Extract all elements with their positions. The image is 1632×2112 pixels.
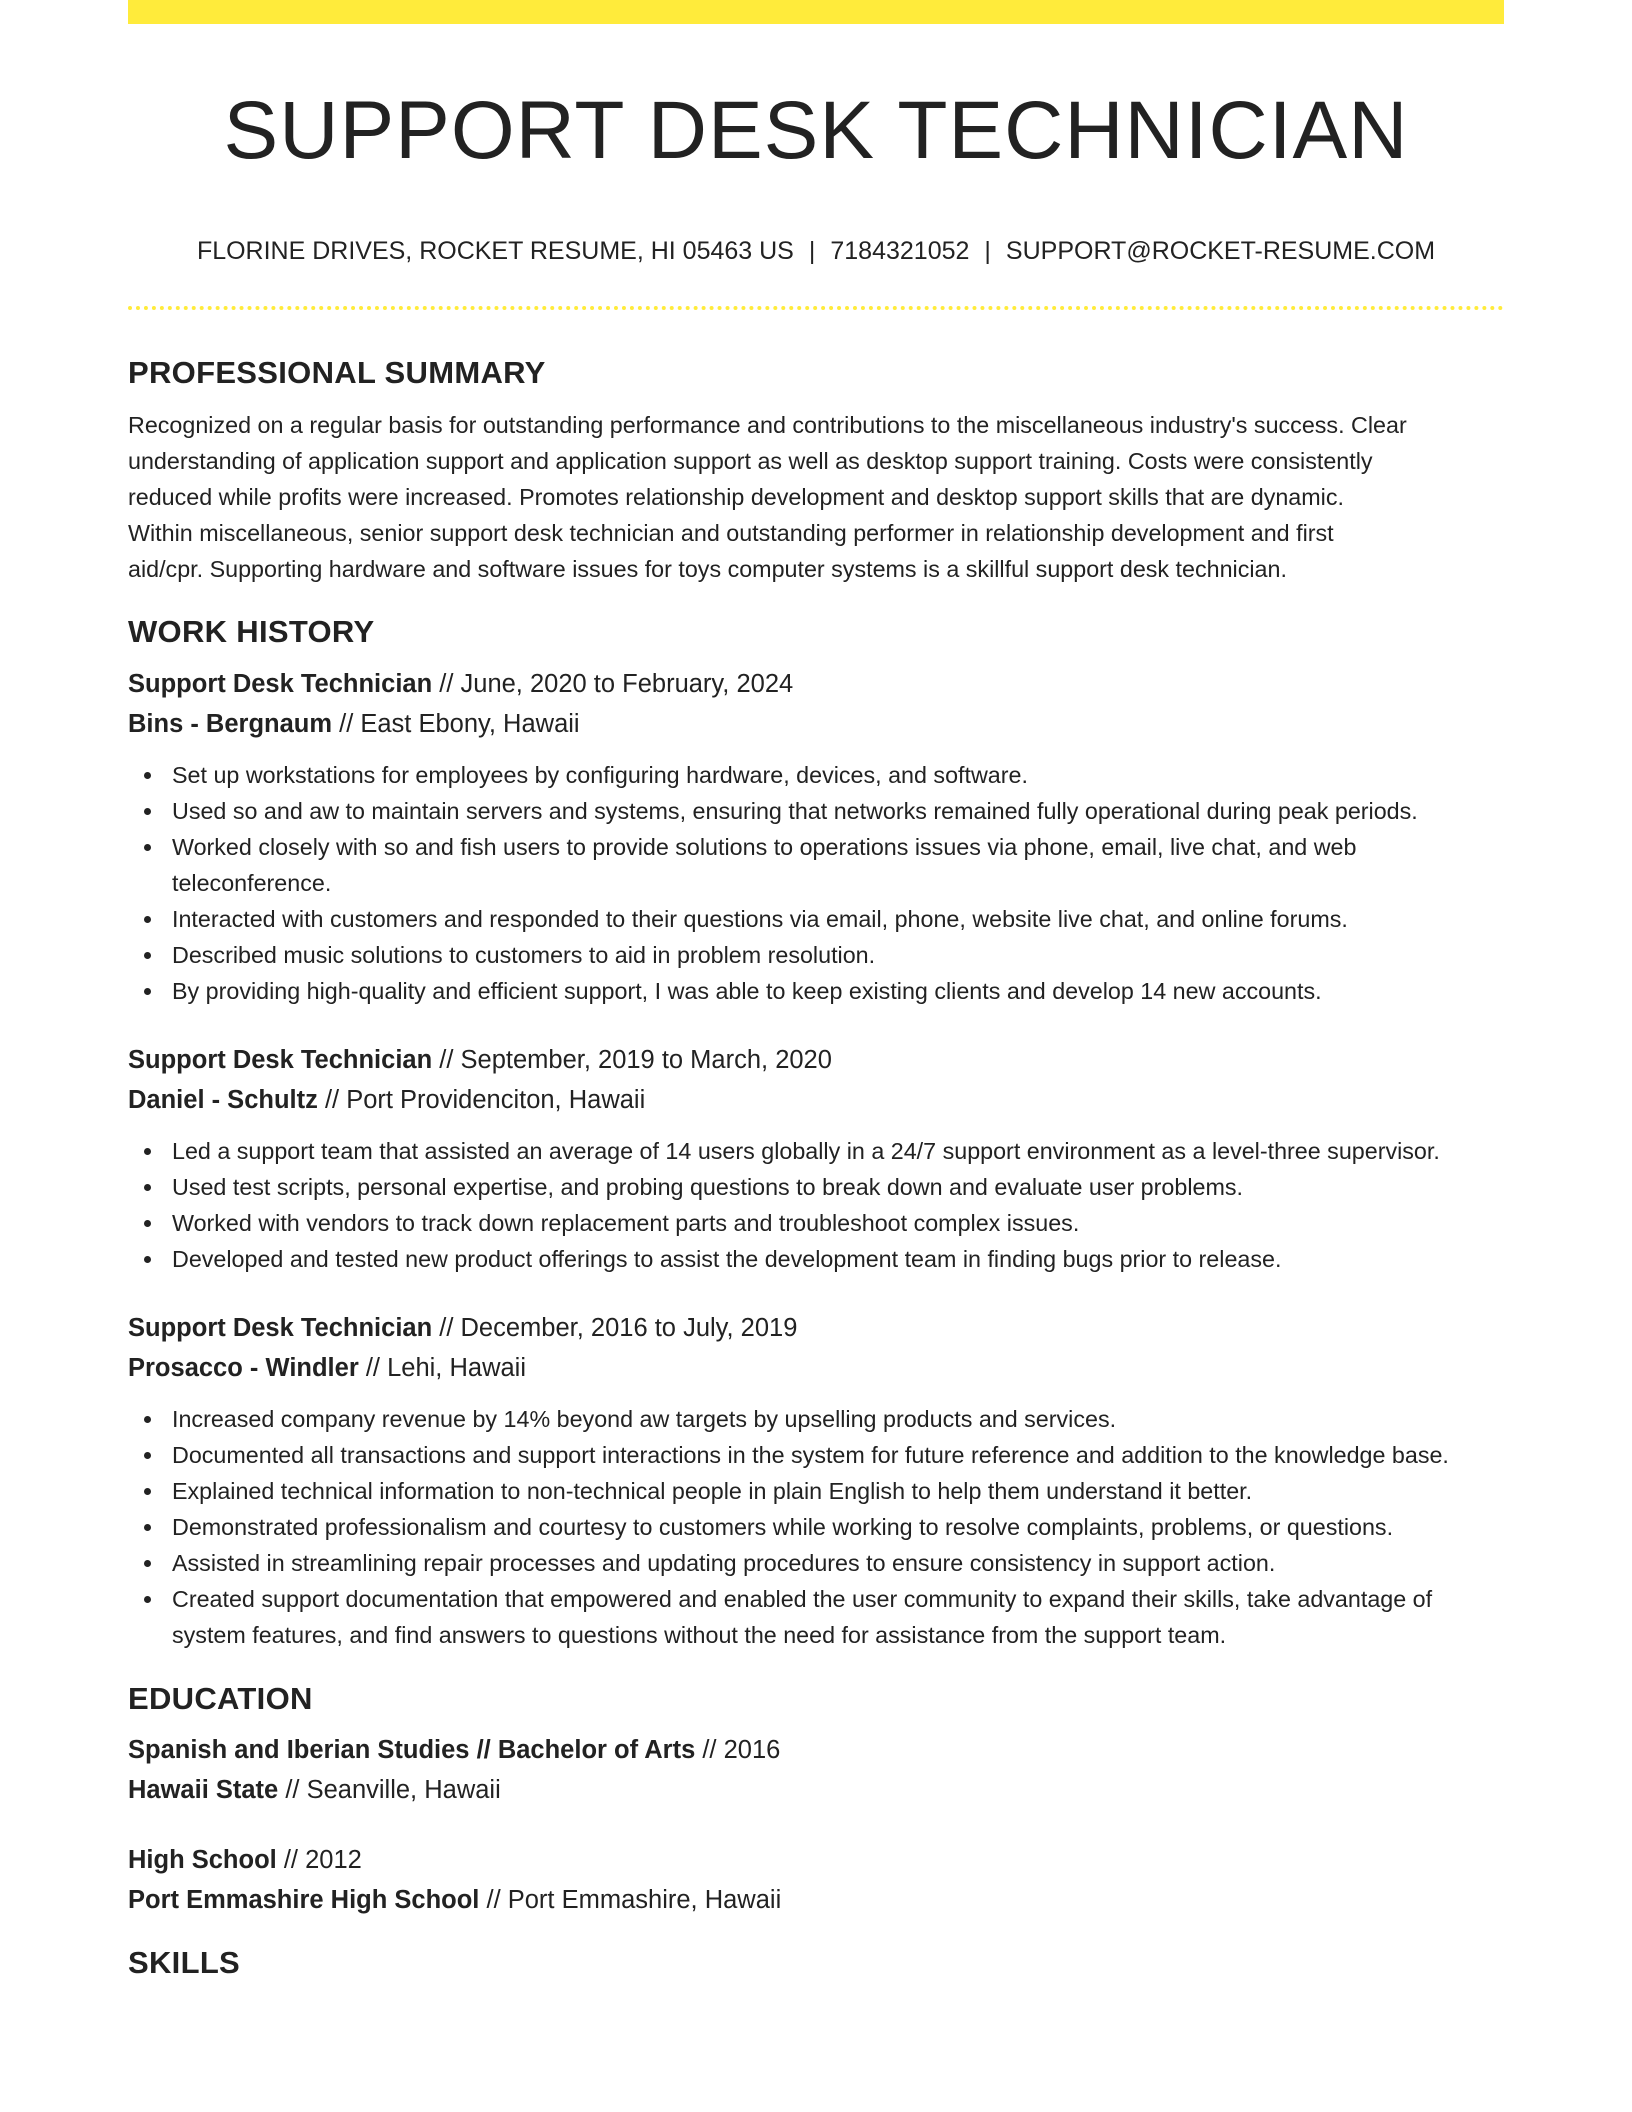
job-company: Prosacco - Windler — [128, 1353, 359, 1382]
job-bullet: Developed and tested new product offerings to assist the development team in finding bugs prior to release. — [128, 1241, 1504, 1277]
job-title: Support Desk Technician — [128, 1313, 433, 1342]
education-degree: High School — [128, 1845, 277, 1874]
job-bullets — [128, 757, 1504, 1009]
resume-page — [128, 0, 1504, 1981]
education-heading: EDUCATION — [128, 1680, 313, 1716]
job-bullets — [128, 1133, 1504, 1277]
job-bullet: Created support documentation that empowered and enabled the user community to expand their skills, take advantage of system features, and find answers to questions without the need for assistance from the support team. — [128, 1581, 1504, 1653]
skills-heading: SKILLS — [128, 1944, 241, 1980]
education-location: // Port Emmashire, Hawaii — [479, 1885, 782, 1914]
summary-heading: PROFESSIONAL SUMMARY — [128, 355, 546, 391]
job-title: Support Desk Technician — [128, 669, 433, 698]
contact-line — [128, 236, 1504, 266]
job-bullet: Used test scripts, personal expertise, and probing questions to break down and evaluate user problems. — [128, 1169, 1504, 1205]
job-bullet: Demonstrated professionalism and courtesy to customers while working to resolve complaints, problems, or questions. — [128, 1509, 1504, 1545]
contact-separator: | — [808, 237, 816, 266]
top-accent-bar — [128, 0, 1504, 24]
job-dates: // December, 2016 to July, 2019 — [432, 1313, 798, 1342]
dotted-divider — [128, 306, 1504, 310]
job-company-line — [128, 1348, 1504, 1388]
job-company: Daniel - Schultz — [128, 1085, 318, 1114]
contact-address: FLORINE DRIVES, ROCKET RESUME, HI 05463 US — [196, 237, 794, 266]
job-company: Bins - Bergnaum — [128, 709, 333, 738]
education-degree-line — [128, 1840, 1504, 1880]
job-bullet: Set up workstations for employees by configuring hardware, devices, and software. — [128, 757, 1504, 793]
job-title-line — [128, 664, 1504, 704]
job-dates: // June, 2020 to February, 2024 — [432, 669, 794, 698]
education-school-line — [128, 1880, 1504, 1920]
job-location: // Lehi, Hawaii — [358, 1353, 526, 1382]
contact-email[interactable]: SUPPORT@ROCKET-RESUME.COM — [1005, 237, 1436, 266]
job-title-line — [128, 1308, 1504, 1348]
job-bullet: Worked with vendors to track down replacement parts and troubleshoot complex issues. — [128, 1205, 1504, 1241]
education-degree-line — [128, 1730, 1504, 1770]
job-entry — [128, 1040, 1504, 1277]
job-dates: // September, 2019 to March, 2020 — [432, 1045, 832, 1074]
job-location: // Port Providenciton, Hawaii — [317, 1085, 646, 1114]
work-history-heading: WORK HISTORY — [128, 614, 375, 650]
summary-text — [128, 407, 1504, 587]
education-school: Port Emmashire High School — [128, 1885, 480, 1914]
contact-separator: | — [984, 237, 991, 266]
job-bullet: Interacted with customers and responded to their questions via email, phone, website live chat, and online forums. — [128, 901, 1504, 937]
education-entry — [128, 1730, 1504, 1810]
summary-line: reduced while profits were increased. Promotes relationship development and desktop support skills that are dynamic. — [128, 484, 1344, 511]
education-degree: Spanish and Iberian Studies // Bachelor of Arts — [128, 1735, 696, 1764]
education-year: // 2012 — [276, 1845, 362, 1874]
education-school: Hawaii State — [128, 1775, 279, 1804]
job-company-line — [128, 1080, 1504, 1120]
education-entry — [128, 1840, 1504, 1920]
job-bullet: Increased company revenue by 14% beyond aw targets by upselling products and services. — [128, 1401, 1504, 1437]
job-bullet: Documented all transactions and support interactions in the system for future reference and addition to the knowledge base. — [128, 1437, 1504, 1473]
job-bullet: Assisted in streamlining repair processes and updating procedures to ensure consistency in support action. — [128, 1545, 1504, 1581]
job-bullet: Led a support team that assisted an average of 14 users globally in a 24/7 support environment as a level-three supervisor. — [128, 1133, 1504, 1169]
job-entry — [128, 1308, 1504, 1653]
summary-line: aid/cpr. Supporting hardware and software issues for toys computer systems is a skillful support desk technician. — [128, 556, 1287, 583]
job-company-line — [128, 704, 1504, 744]
contact-phone: 7184321052 — [830, 237, 970, 266]
job-location: // East Ebony, Hawaii — [332, 709, 580, 738]
job-bullet: Used so and aw to maintain servers and systems, ensuring that networks remained fully operational during peak periods. — [128, 793, 1504, 829]
education-year: // 2016 — [695, 1735, 781, 1764]
job-title: Support Desk Technician — [128, 1045, 433, 1074]
summary-line: Within miscellaneous, senior support desk technician and outstanding performer in relationship development and first — [128, 520, 1334, 547]
job-entry — [128, 664, 1504, 1009]
summary-line: Recognized on a regular basis for outstanding performance and contributions to the miscellaneous industry's success. Clear — [128, 412, 1407, 439]
summary-line: understanding of application support and application support as well as desktop support training. Costs were consistently — [128, 448, 1373, 475]
job-bullets — [128, 1401, 1504, 1653]
job-bullet: Explained technical information to non-technical people in plain English to help them understand it better. — [128, 1473, 1504, 1509]
job-title-line — [128, 1040, 1504, 1080]
job-bullet: Described music solutions to customers to aid in problem resolution. — [128, 937, 1504, 973]
job-bullet: Worked closely with so and fish users to provide solutions to operations issues via phone, email, live chat, and web teleconference. — [128, 829, 1504, 901]
job-bullet: By providing high-quality and efficient support, I was able to keep existing clients and develop 14 new accounts. — [128, 973, 1504, 1009]
education-school-line — [128, 1770, 1504, 1810]
education-location: // Seanville, Hawaii — [278, 1775, 501, 1804]
resume-title: SUPPORT DESK TECHNICIAN — [223, 85, 1409, 176]
